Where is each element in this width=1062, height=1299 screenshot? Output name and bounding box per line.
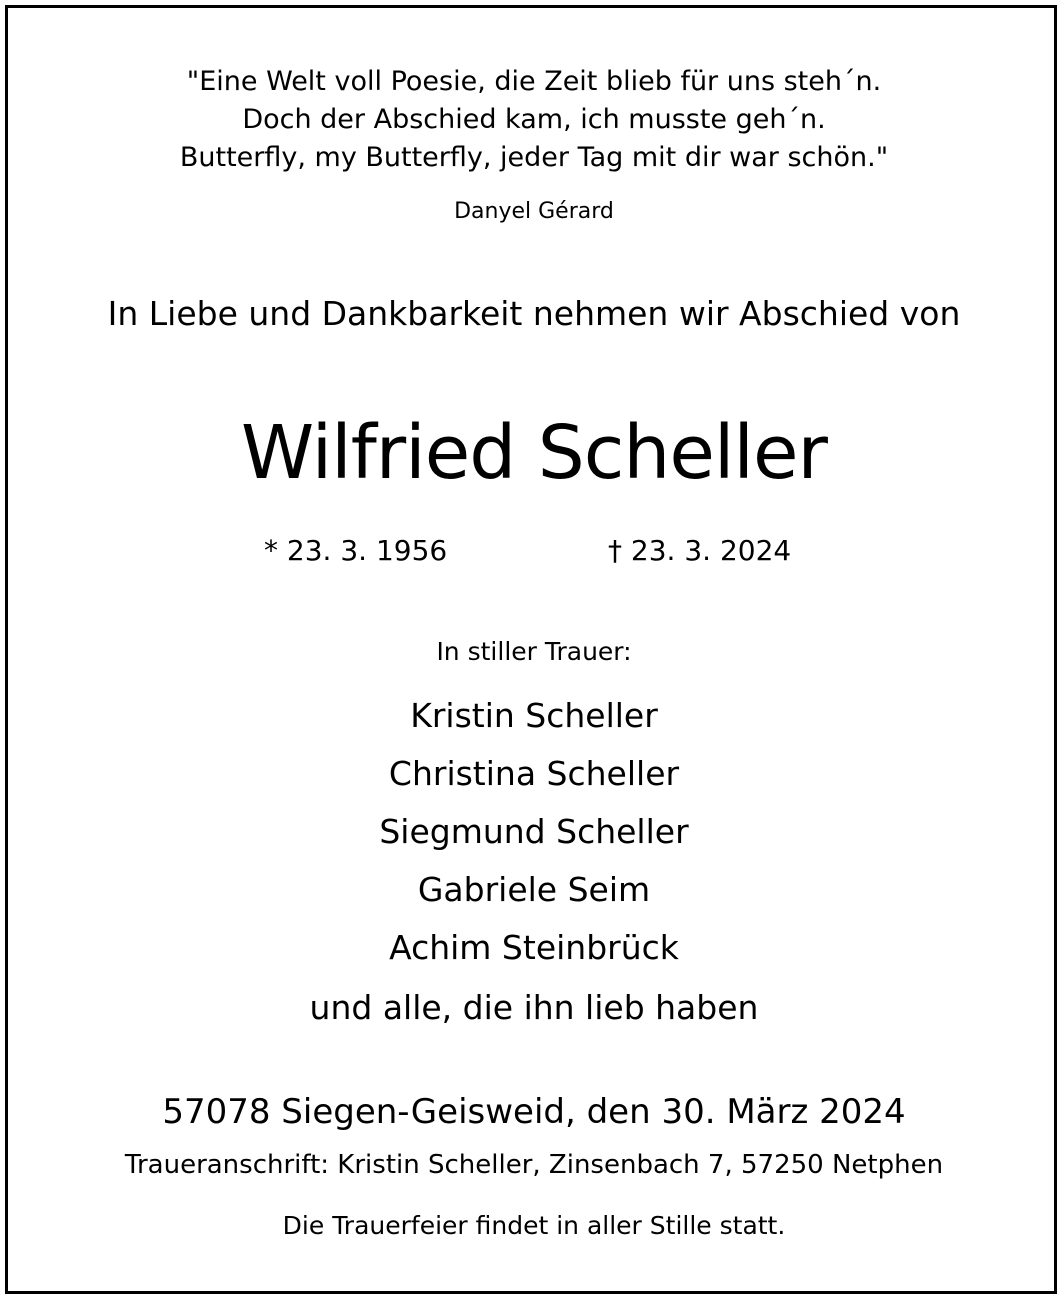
deceased-name: Wilfried Scheller <box>241 410 827 496</box>
mourner-name: Gabriele Seim <box>417 870 651 909</box>
quote-line-1: "Eine Welt voll Poesie, die Zeit blieb für uns steh´n. <box>186 66 882 97</box>
death-date: † 23. 3. 2024 <box>608 534 792 567</box>
obituary-notice <box>5 5 1057 1294</box>
mourning-address: Traueranschrift: Kristin Scheller, Zinsenbach 7, 57250 Netphen <box>124 1150 944 1180</box>
ceremony-note: Die Trauerfeier findet in aller Stille statt. <box>282 1211 786 1240</box>
mourner-name: Siegmund Scheller <box>379 812 689 851</box>
quote-line-3: Butterfly, my Butterfly, jeder Tag mit dir war schön." <box>179 142 889 173</box>
mourners-closing: und alle, die ihn lieb haben <box>309 988 759 1027</box>
quote-line-2: Doch der Abschied kam, ich musste geh´n. <box>242 104 826 135</box>
place-and-date: 57078 Siegen-Geisweid, den 30. März 2024 <box>162 1092 906 1132</box>
mourner-name: Christina Scheller <box>388 754 680 793</box>
intro-text: In Liebe und Dankbarkeit nehmen wir Abschied von <box>107 294 961 333</box>
mourner-name: Kristin Scheller <box>410 696 658 735</box>
birth-date: * 23. 3. 1956 <box>264 534 448 567</box>
quote-author: Danyel Gérard <box>454 199 614 224</box>
mourners-label: In stiller Trauer: <box>436 637 632 666</box>
mourner-name: Achim Steinbrück <box>389 928 679 967</box>
